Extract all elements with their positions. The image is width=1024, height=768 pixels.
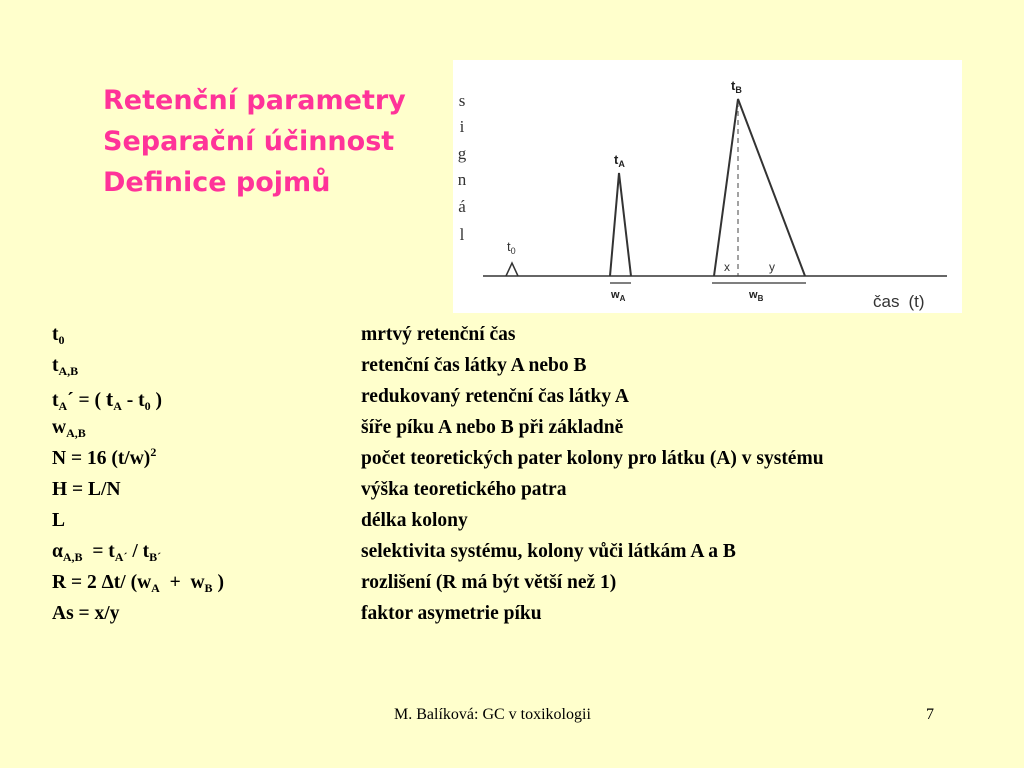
term-as: As = x/y <box>52 603 120 624</box>
peak-t0 <box>506 263 518 276</box>
desc-r: rozlišení (R má být větší než 1) <box>361 572 617 593</box>
term-wab: $w_{A,B}$ <box>52 417 86 440</box>
term-reduced-time: $t_A´$ = ( $t_A - t_0$ ) <box>52 386 163 413</box>
term-alpha: $\alpha_{A,B} = t_{A´} / t_{B´}$ <box>52 541 162 564</box>
definition-row <box>52 386 992 417</box>
definitions-list <box>52 324 992 634</box>
peak-b-label: $t_B$ <box>731 78 742 95</box>
title-line-3: Definice pojmů <box>103 167 331 198</box>
definition-row <box>52 417 992 448</box>
y-mark: y <box>769 260 775 274</box>
chromatogram-figure <box>453 60 962 313</box>
definition-row <box>52 572 992 603</box>
slide-title <box>103 80 406 203</box>
title-line-2: Separační účinnost <box>103 126 395 157</box>
x-axis-label: čas (t) <box>873 292 925 311</box>
desc-l: délka kolony <box>361 510 468 531</box>
y-axis-letter-1: s <box>458 91 466 110</box>
term-t0: $t_0$ <box>52 324 65 347</box>
term-l: L <box>52 510 66 531</box>
desc-h: výška teoretického patra <box>361 479 567 500</box>
desc-as: faktor asymetrie píku <box>361 603 542 624</box>
title-line-1: Retenční parametry <box>103 85 406 116</box>
desc-n: počet teoretických pater kolony pro látku (A) v systému <box>361 448 824 469</box>
y-axis-letter-5: á <box>458 197 466 216</box>
desc-tab: retenční čas látky A nebo B <box>361 355 587 376</box>
width-a-label: $w_A$ <box>611 289 626 303</box>
desc-reduced-time: redukovaný retenční čas látky A <box>361 386 629 407</box>
term-n: N = 16 $(t/w)^2$ <box>52 445 157 469</box>
y-axis-letter-6: l <box>459 225 465 244</box>
peak-a <box>610 173 631 276</box>
definition-row <box>52 355 992 386</box>
desc-alpha: selektivita systému, kolony vůči látkám A a B <box>361 541 736 562</box>
definition-row <box>52 445 992 479</box>
y-axis-letter-4: n <box>457 170 467 189</box>
definition-row <box>52 479 992 510</box>
definition-row <box>52 510 992 541</box>
peak-a-label: $t_A$ <box>614 152 625 169</box>
footer-author: M. Balíková: GC v toxikologii <box>394 706 591 723</box>
definition-row <box>52 541 992 572</box>
definition-row <box>52 324 992 355</box>
width-b-label: $w_B$ <box>749 289 764 303</box>
y-axis-letter-3: g <box>457 144 467 163</box>
desc-t0: mrtvý retenční čas <box>361 324 516 345</box>
chromatogram-diagram <box>453 60 962 313</box>
peak-b <box>714 99 805 276</box>
page-number: 7 <box>926 706 934 723</box>
x-mark: x <box>724 260 730 274</box>
y-axis-letter-2: i <box>459 117 465 136</box>
desc-wab: šíře píku A nebo B při základně <box>361 417 624 438</box>
term-tab: $t_{A,B}$ <box>52 355 79 378</box>
term-h: H = L/N <box>52 479 121 500</box>
definition-row <box>52 603 992 634</box>
term-r: R = 2 Δt/ ($w_A + w_B$ ) <box>52 572 224 595</box>
peak-t0-label: $t_0$ <box>507 239 516 256</box>
